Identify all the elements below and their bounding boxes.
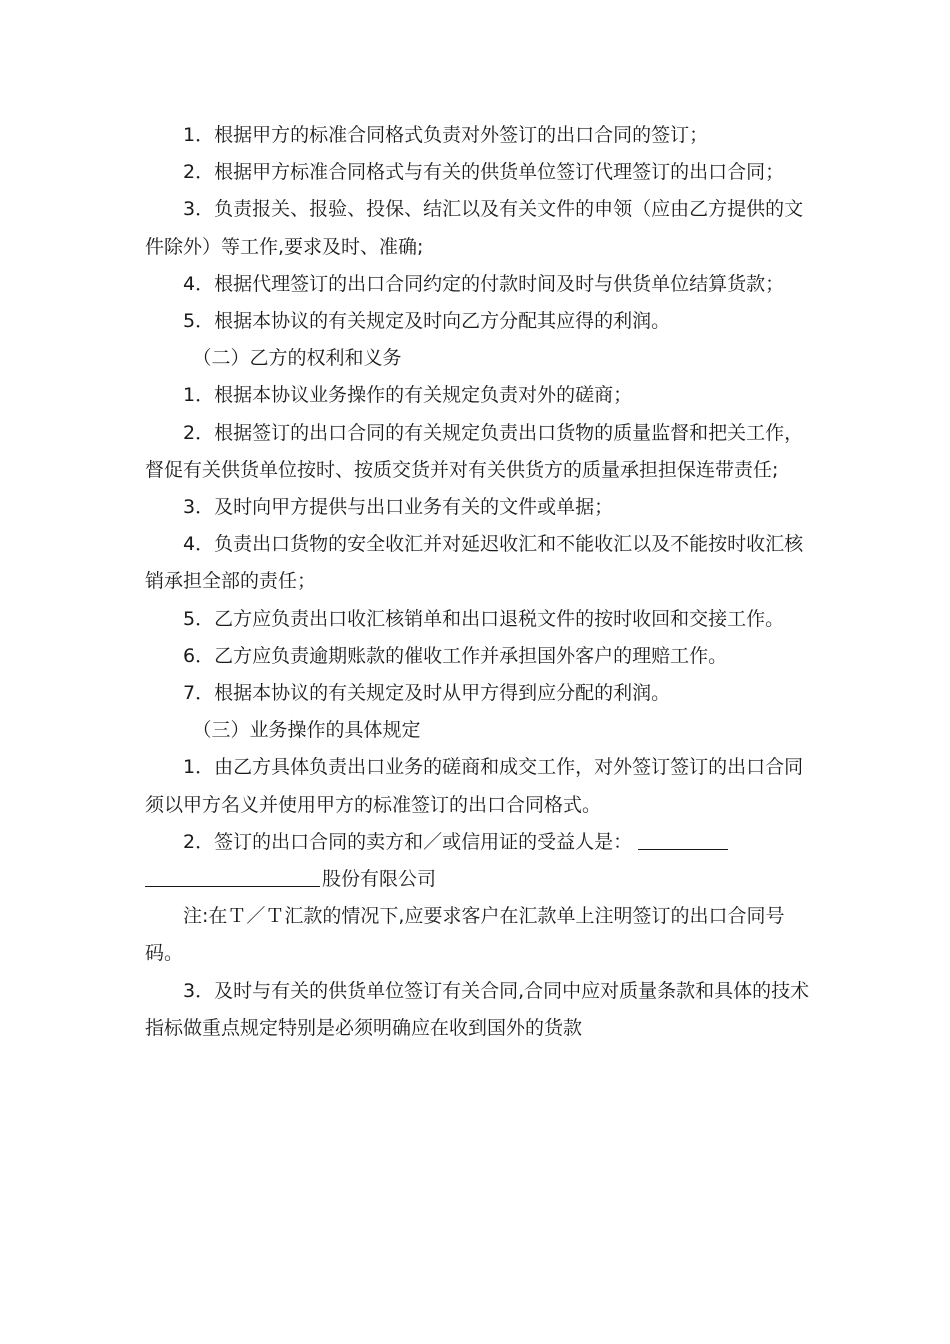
party-a-item-5: 5．根据本协议的有关规定及时向乙方分配其应得的利润。 bbox=[183, 310, 671, 333]
beneficiary-blank-line-continued bbox=[145, 866, 320, 887]
section-3-item-2 bbox=[145, 824, 810, 898]
party-b-item-7: 7．根据本协议的有关规定及时从甲方得到应分配的利润。 bbox=[183, 682, 671, 705]
party-a-item-1: 1．根据甲方的标准合同格式负责对外签订的出口合同的签订； bbox=[183, 124, 709, 146]
section-2-heading: （二）乙方的权利和义务 bbox=[192, 347, 402, 370]
party-a-item-3: 3．负责报关、报验、投保、结汇以及有关文件的申领（应由乙方提供的文件除外）等工作,要求及时、准确; bbox=[145, 198, 804, 258]
party-b-item-4: 4．负责出口货物的安全收汇并对延迟收汇和不能收汇以及不能按时收汇核销承担全部的责任； bbox=[145, 533, 804, 593]
party-a-item-2: 2．根据甲方标准合同格式与有关的供货单位签订代理签订的出口合同； bbox=[183, 161, 785, 184]
section-3-item-1: 1．由乙方具体负责出口业务的磋商和成交工作，对外签订签订的出口合同须以甲方名义并使用甲方的标准签订的出口合同格式。 bbox=[145, 756, 804, 816]
company-suffix: 股份有限公司 bbox=[322, 868, 437, 891]
party-b-item-6: 6．乙方应负责逾期账款的催收工作并承担国外客户的理赔工作。 bbox=[183, 644, 728, 667]
beneficiary-blank-line bbox=[638, 829, 728, 850]
party-b-item-3: 3．及时向甲方提供与出口业务有关的文件或单据； bbox=[183, 496, 614, 519]
document-body bbox=[145, 117, 810, 1047]
section-3-item-2-text: 2．签订的出口合同的卖方和／或信用证的受益人是： bbox=[183, 830, 633, 853]
section-3-item-3: 3．及时与有关的供货单位签订有关合同,合同中应对质量条款和具体的技术指标做重点规定特别是必须明确应在收到国外的货款 bbox=[145, 979, 810, 1039]
party-b-item-5: 5．乙方应负责出口收汇核销单和出口退税文件的按时收回和交接工作。 bbox=[183, 607, 785, 630]
party-b-item-1: 1．根据本协议业务操作的有关规定负责对外的磋商； bbox=[183, 384, 633, 407]
section-3-note: 注:在Ｔ／Ｔ汇款的情况下,应要求客户在汇款单上注明签订的出口合同号码。 bbox=[145, 905, 785, 965]
section-3-heading: （三）业务操作的具体规定 bbox=[192, 719, 421, 742]
party-a-item-4: 4．根据代理签订的出口合同约定的付款时间及时与供货单位结算货款； bbox=[183, 272, 785, 295]
party-b-item-2: 2．根据签订的出口合同的有关规定负责出口货物的质量监督和把关工作，督促有关供货单位按时、按质交货并对有关供货方的质量承担担保连带责任; bbox=[145, 421, 804, 481]
